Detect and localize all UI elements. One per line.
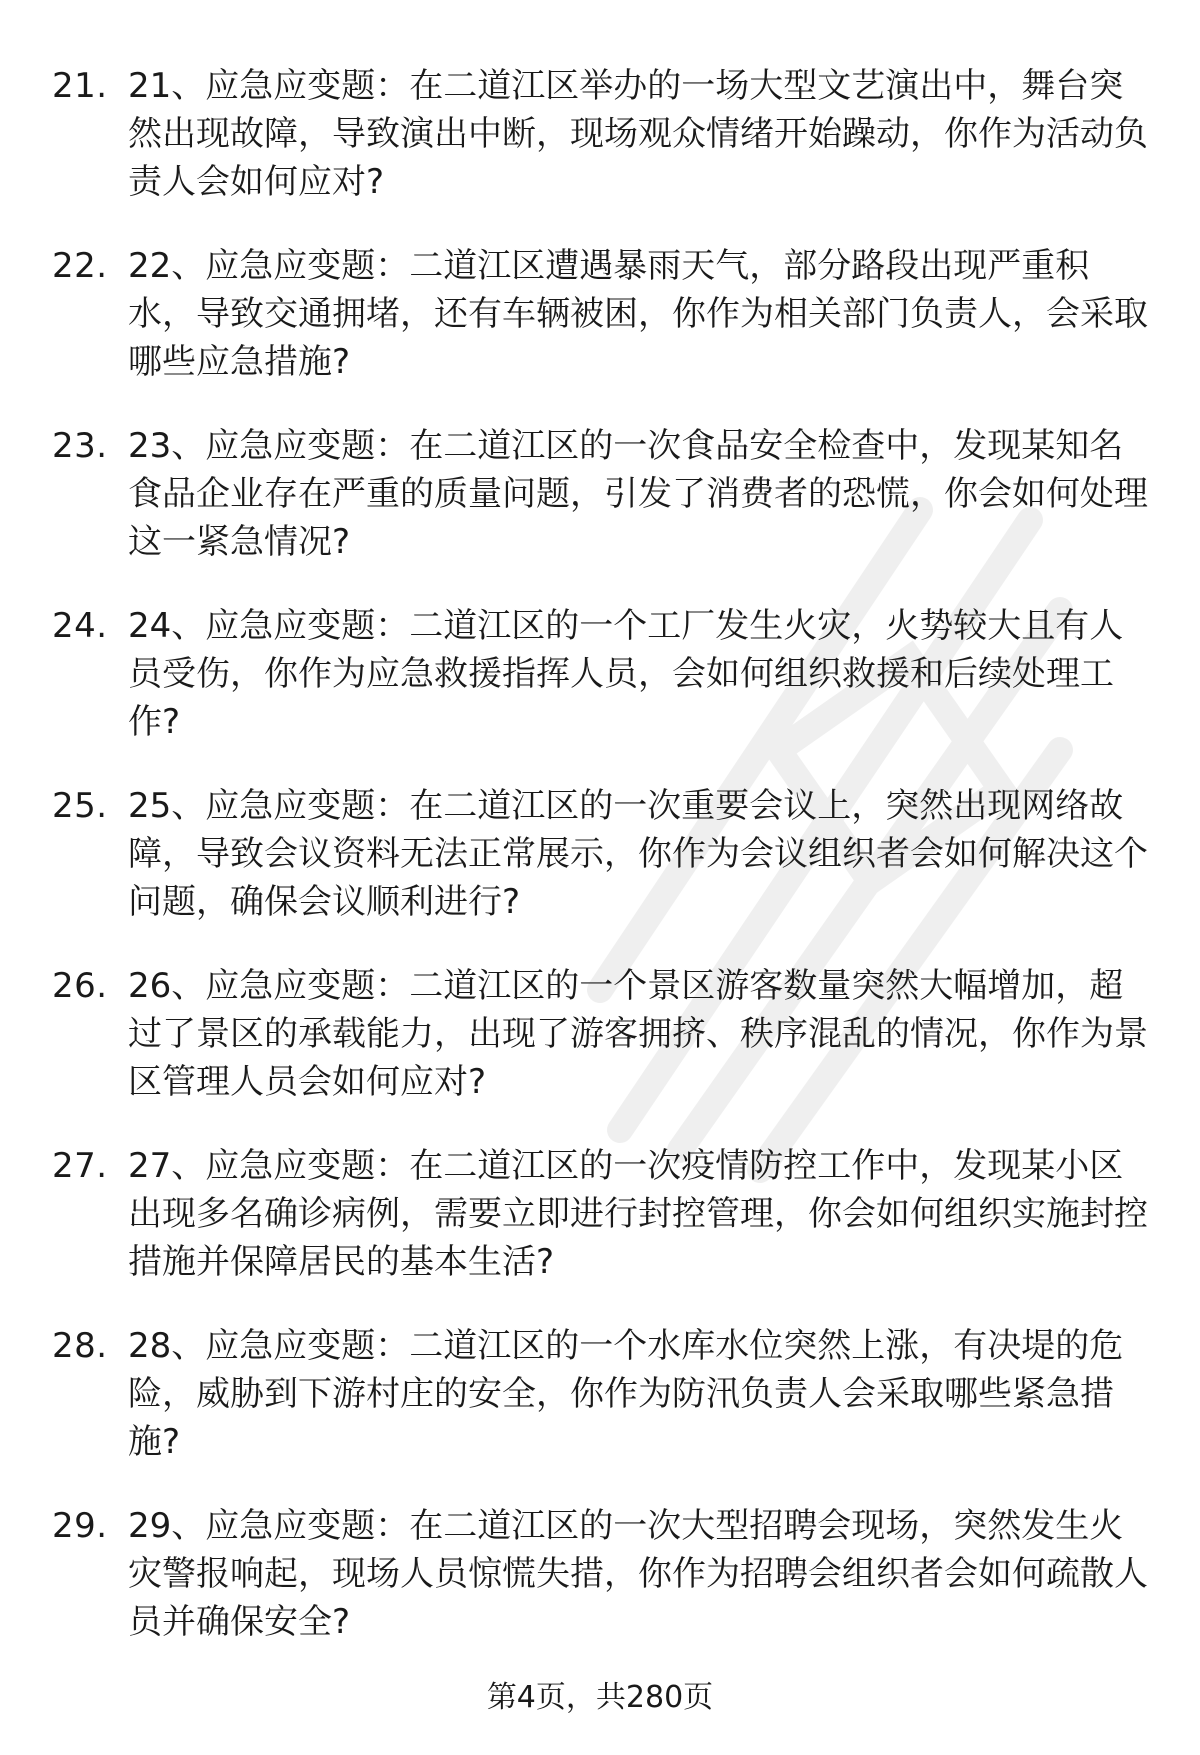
question-item bbox=[0, 958, 1200, 1138]
question-item bbox=[0, 58, 1200, 238]
question-text: 22、应急应变题：二道江区遭遇暴雨天气，部分路段出现严重积水，导致交通拥堵，还有车辆被困，你作为相关部门负责人，会采取哪些应急措施? bbox=[128, 246, 1148, 382]
question-text: 27、应急应变题：在二道江区的一次疫情防控工作中，发现某小区出现多名确诊病例，需要立即进行封控管理，你会如何组织实施封控措施并保障居民的基本生活? bbox=[128, 1146, 1148, 1282]
question-text: 28、应急应变题：二道江区的一个水库水位突然上涨，有决堤的危险，威胁到下游村庄的安全，你作为防汛负责人会采取哪些紧急措施? bbox=[128, 1326, 1124, 1462]
question-text: 25、应急应变题：在二道江区的一次重要会议上，突然出现网络故障，导致会议资料无法正常展示，你作为会议组织者会如何解决这个问题，确保会议顺利进行? bbox=[128, 786, 1148, 922]
question-item bbox=[0, 1498, 1200, 1678]
question-item bbox=[0, 238, 1200, 418]
question-number: 28. bbox=[52, 1326, 108, 1366]
question-item bbox=[0, 418, 1200, 598]
page-footer bbox=[0, 1676, 1200, 1720]
question-number: 25. bbox=[52, 786, 108, 826]
question-number: 22. bbox=[52, 246, 108, 286]
question-item bbox=[0, 1138, 1200, 1318]
question-number: 21. bbox=[52, 66, 108, 106]
question-text: 23、应急应变题：在二道江区的一次食品安全检查中，发现某知名食品企业存在严重的质量问题，引发了消费者的恐慌，你会如何处理这一紧急情况? bbox=[128, 426, 1148, 562]
question-list bbox=[0, 58, 1200, 1678]
page-number-label: 第4页，共280页 bbox=[486, 1680, 714, 1715]
question-item bbox=[0, 598, 1200, 778]
question-text: 26、应急应变题：二道江区的一个景区游客数量突然大幅增加，超过了景区的承载能力，出现了游客拥挤、秩序混乱的情况，你作为景区管理人员会如何应对? bbox=[128, 966, 1148, 1102]
question-item bbox=[0, 778, 1200, 958]
question-number: 27. bbox=[52, 1146, 108, 1186]
question-number: 23. bbox=[52, 426, 108, 466]
question-number: 24. bbox=[52, 606, 108, 646]
question-text: 21、应急应变题：在二道江区举办的一场大型文艺演出中，舞台突然出现故障，导致演出中断，现场观众情绪开始躁动，你作为活动负责人会如何应对? bbox=[128, 66, 1148, 202]
question-number: 26. bbox=[52, 966, 108, 1006]
question-text: 24、应急应变题：二道江区的一个工厂发生火灾，火势较大且有人员受伤，你作为应急救援指挥人员，会如何组织救援和后续处理工作? bbox=[128, 606, 1124, 742]
question-item bbox=[0, 1318, 1200, 1498]
question-text: 29、应急应变题：在二道江区的一次大型招聘会现场，突然发生火灾警报响起，现场人员惊慌失措，你作为招聘会组织者会如何疏散人员并确保安全? bbox=[128, 1506, 1148, 1642]
question-number: 29. bbox=[52, 1506, 108, 1546]
